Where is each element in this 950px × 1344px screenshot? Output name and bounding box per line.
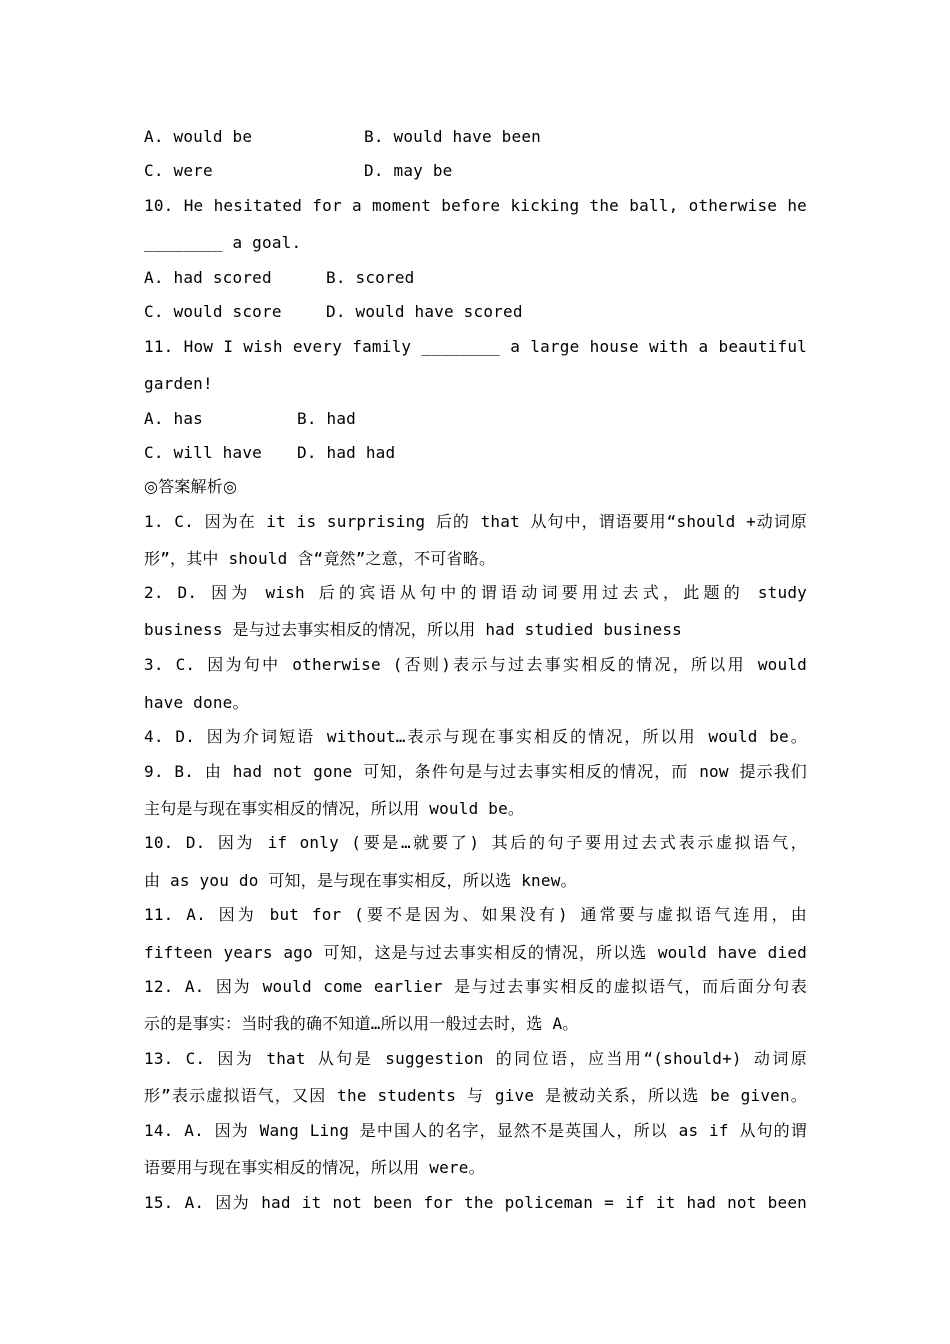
answer-14-line-1: 14. A. 因为 Wang Ling 是中国人的名字，显然不是英国人，所以 as if 从句的谓 [144,1121,807,1140]
q11-option-cd-line [144,442,807,464]
answer-11-line-2: fifteen years ago 可知，这是与过去事实相反的情况，所以选 would have died [144,943,807,962]
answer-11-line-1: 11. A. 因为 but for (要不是因为、如果没有) 通常要与虚拟语气连用，由 [144,905,807,924]
option-b: B. scored [326,268,415,287]
option-c: C. would score [144,302,282,321]
answer-9-line-1: 9. B. 由 had not gone 可知，条件句是与过去事实相反的情况，而 now 提示我们 [144,762,807,781]
option-c-line [144,160,807,182]
answer-12-line-2: 示的是事实：当时我的确不知道…所以用一般过去时，选 A。 [144,1014,579,1033]
answer-3-line-2: have done。 [144,693,249,712]
answer-9-line-2: 主句是与现在事实相反的情况，所以用 would be。 [144,799,525,818]
question-11-line-2: garden! [144,374,213,393]
answer-1-line-1: 1. C. 因为在 it is surprising 后的 that 从句中，谓语要用“should +动词原 [144,512,807,531]
option-a: A. has [144,409,203,428]
option-d: D. would have scored [326,302,523,321]
answer-3-line-1: 3. C. 因为句中 otherwise (否则)表示与过去事实相反的情况，所以用 would [144,655,807,674]
answer-2-line-1: 2. D. 因为 wish 后的宾语从句中的谓语动词要用过去式，此题的 study [144,583,807,602]
question-10-line-1: 10. He hesitated for a moment before kicking the ball, otherwise he [144,196,807,215]
answer-1-line-2: 形”，其中 should 含“竟然”之意，不可省略。 [144,549,496,568]
question-10-line-2: ________ a goal. [144,233,302,252]
option-d: D. had had [297,443,396,462]
option-b: B. had [297,409,356,428]
answer-14-line-2: 语要用与现在事实相反的情况，所以用 were。 [144,1158,485,1177]
option-b: B. would have been [364,127,541,146]
answer-10-line-1: 10. D. 因为 if only (要是…就要了) 其后的句子要用过去式表示虚拟语气， [144,833,807,852]
answer-2-line-2: business 是与过去事实相反的情况，所以用 had studied business [144,620,682,639]
question-11-line-1: 11. How I wish every family ________ a large house with a beautiful [144,337,807,356]
option-d: D. may be [364,161,453,180]
answer-section-heading: ◎答案解析◎ [144,477,238,496]
answer-4-line-1: 4. D. 因为介词短语 without…表示与现在事实相反的情况，所以用 would be。 [144,727,807,746]
answer-13-line-2: 形”表示虚拟语气，又因 the students 与 give 是被动关系，所以选 be given。 [144,1086,807,1105]
option-a: A. had scored [144,268,272,287]
option-a: A. would be [144,127,253,146]
answer-12-line-1: 12. A. 因为 would come earlier 是与过去事实相反的虚拟语气，而后面分句表 [144,977,807,996]
option-a-line [144,126,807,148]
answer-15-line-1: 15. A. 因为 had it not been for the policeman = if it had not been [144,1193,807,1212]
q10-option-ab-line [144,267,807,289]
option-c: C. were [144,161,213,180]
answer-13-line-1: 13. C. 因为 that 从句是 suggestion 的同位语，应当用“(should+) 动词原 [144,1049,807,1068]
answer-10-line-2: 由 as you do 可知，是与现在事实相反，所以选 knew。 [144,871,577,890]
q11-option-ab-line [144,408,807,430]
q10-option-cd-line [144,301,807,323]
option-c: C. will have [144,443,262,462]
